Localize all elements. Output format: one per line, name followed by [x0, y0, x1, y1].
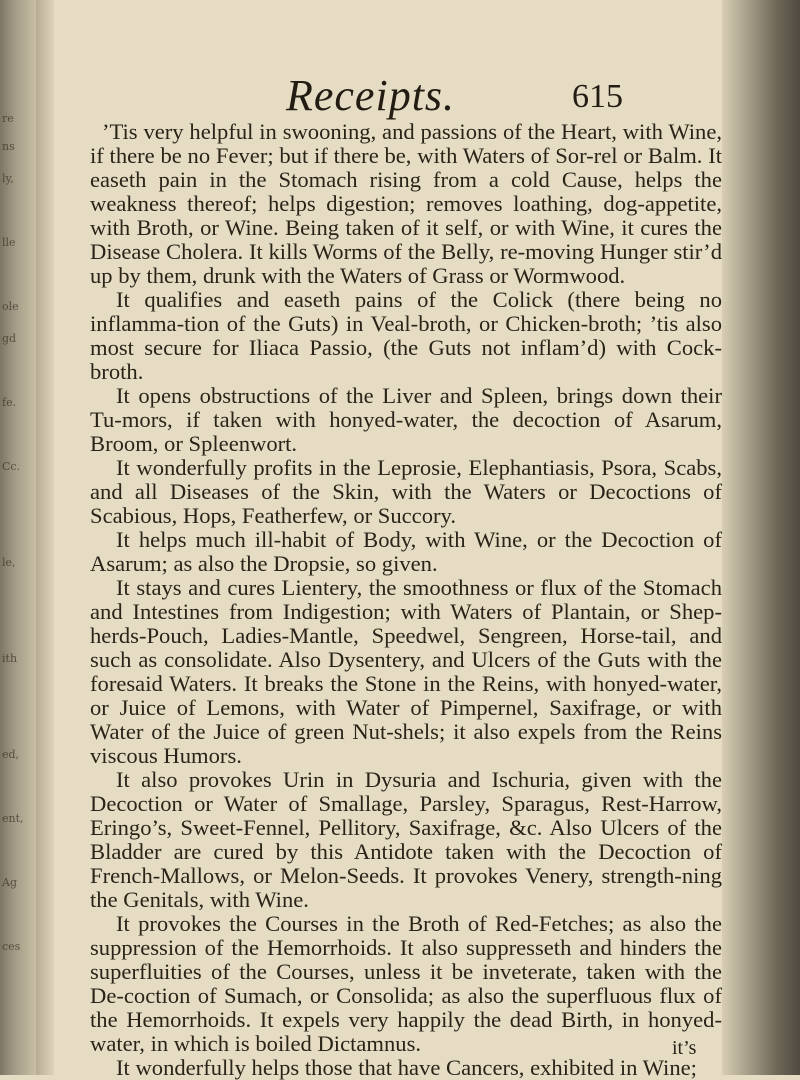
bleed-through-text: Cc. — [2, 460, 21, 473]
paragraph: ’Tis very helpful in swooning, and passions of the Heart, with Wine, if there be no Fever; but if there be, with Waters of Sor-rel or Balm. It easeth pain in the Stomach rising from a cold Cause, helps the weakness thereof; helps digestion; removes loathing, dog-appetite, with Broth, or Wine. Being taken of it self, or with Wine, it cures the Disease Cholera. It kills Worms of the Belly, re-moving Hunger stir’d up by them, drunk with the Waters of Grass or Wormwood. — [90, 119, 722, 288]
bleed-through-text: ces — [2, 940, 21, 953]
bleed-through-text: ly, — [2, 172, 14, 185]
bleed-through-text: ed, — [2, 748, 20, 761]
paragraph: It wonderfully profits in the Leprosie, Elephantiasis, Psora, Scabs, and all Diseases of the Skin, with the Waters or Decoctions of Scabious, Hops, Featherfew, or Succory. — [90, 455, 722, 528]
running-title: Receipts. — [286, 71, 456, 120]
page-number: 615 — [572, 78, 623, 115]
book-fore-edge — [722, 0, 800, 1075]
paragraph: It qualifies and easeth pains of the Colick (there being no inflamma-tion of the Guts) in Veal-broth, or Chicken-broth; ’tis also most secure for Iliaca Passio, (the Guts not inflam’d) with Cock-broth. — [90, 287, 722, 384]
bleed-through-text: le, — [2, 556, 16, 569]
bleed-through-text: fe. — [2, 396, 17, 409]
bleed-through-text: ith — [2, 652, 18, 665]
bleed-through-text: re — [2, 112, 14, 125]
paragraph: It opens obstructions of the Liver and Spleen, brings down their Tu-mors, if taken with honyed-water, the decoction of Asarum, Broom, or Spleenwort. — [90, 383, 722, 456]
bleed-through-text: gd — [2, 332, 17, 345]
paragraph: It helps much ill-habit of Body, with Wine, or the Decoction of Asarum; as also the Dropsie, so given. — [90, 527, 722, 576]
paragraph: It stays and cures Lientery, the smoothness or flux of the Stomach and Intestines from Indigestion; with Waters of Plantain, or Shep-herds-Pouch, Ladies-Mantle, Speedwel, Sengreen, Horse-tail, and such as consolidate. Also Dysentery, and Ulcers of the Guts with the foresaid Waters. It breaks the Stone in the Reins, with honyed-water, or Juice of Lemons, with Water of Pimpernel, Saxifrage, or with Water of the Juice of green Nut-shels; it also expels from the Reins viscous Humors. — [90, 575, 722, 768]
bleed-through-text: Ag — [2, 876, 17, 889]
bleed-through-text: ole — [2, 300, 19, 313]
page-edge-shadow — [36, 0, 54, 1075]
paragraph: It provokes the Courses in the Broth of Red-Fetches; as also the suppression of the Hemorrhoids. It also suppresseth and hinders the superfluities of the Courses, unless it be inveterate, taken with the De-coction of Sumach, or Consolida; as also the superfluous flux of the Hemorrhoids. It expels very happily the dead Birth, in honyed-water, in which is boiled Dictamnus. — [90, 911, 722, 1056]
paragraph: It also provokes Urin in Dysuria and Ischuria, given with the Decoction or Water of Smallage, Parsley, Sparagus, Rest-Harrow, Eringo’s, Sweet-Fennel, Pellitory, Saxifrage, &c. Also Ulcers of the Bladder are cured by this Antidote taken with the Decoction of French-Mallows, or Melon-Seeds. It provokes Venery, strength-ning the Genitals, with Wine. — [90, 767, 722, 912]
facing-page-margin — [0, 0, 36, 1075]
paragraph: It wonderfully helps those that have Cancers, exhibited in Wine; — [116, 1055, 697, 1080]
catchword: it’s — [672, 1037, 697, 1059]
bleed-through-text: ent, — [2, 812, 24, 825]
bleed-through-text: ns — [2, 140, 15, 153]
bleed-through-text: lle — [2, 236, 16, 249]
body-text — [90, 120, 722, 1080]
